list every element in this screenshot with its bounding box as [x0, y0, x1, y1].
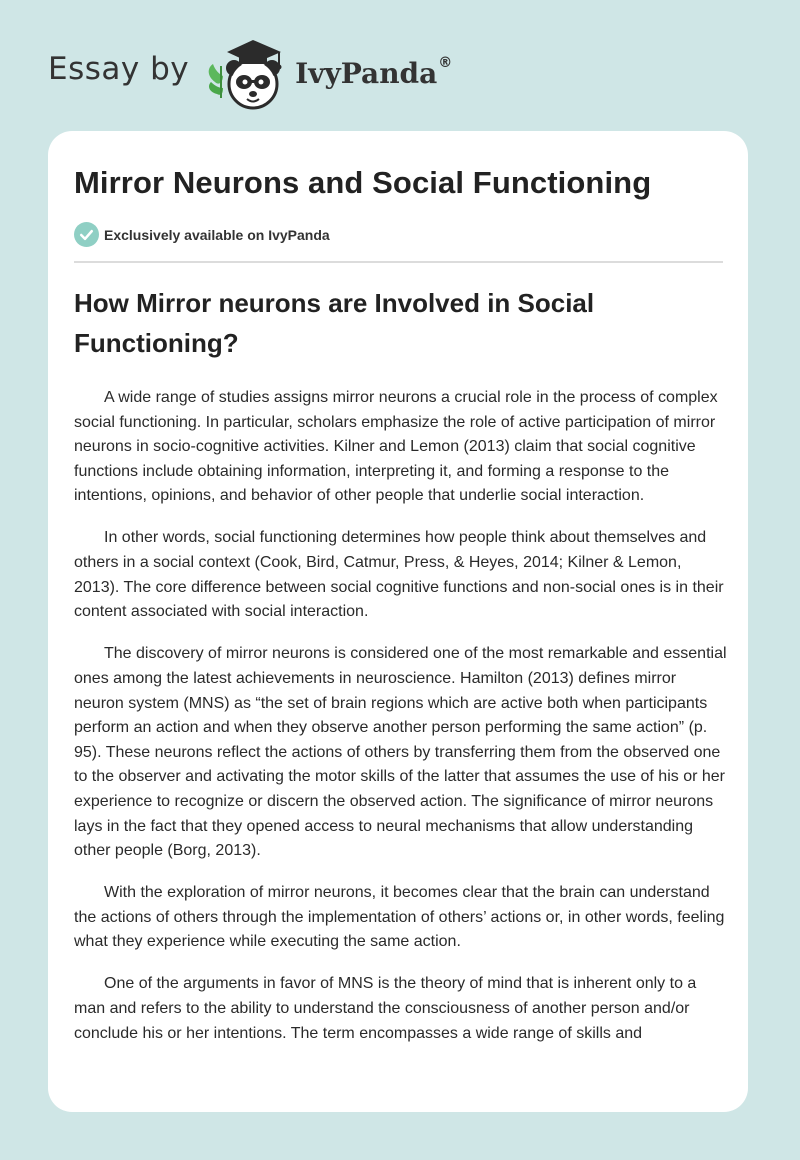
paragraph-4: With the exploration of mirror neurons, it becomes clear that the brain can understand the actions of others through the implementation of others’ actions or, in other words, feeling what they experience while executing the same action.: [74, 884, 725, 951]
check-circle-icon: [74, 222, 99, 247]
section-heading: How Mirror neurons are Involved in Social Functioning?: [74, 288, 595, 358]
paragraph-3: The discovery of mirror neurons is considered one of the most remarkable and essential ones among the latest achievements in neuroscience. Hamilton (2013) defines mirror neuron system (MNS) as “the set of brain regions which are active both when participants perform an action and when they observe another person performing the same action” (p. 95). These neurons reflect the actions of others by transferring them from the observed one to the observer and activating the motor skills of the latter that assumes the use of his or her experience to recognize or discern the observed action. The significance of mirror neurons lays in the fact that they opened access to neural mechanisms that allow understanding other people (Borg, 2013).: [74, 645, 727, 860]
paragraph-1: A wide range of studies assigns mirror neurons a crucial role in the process of complex social functioning. In particular, scholars emphasize the role of active participation of mirror neurons in socio-cognitive activities. Kilner and Lemon (2013) claim that social cognitive functions include obtaining information, interpreting it, and forming a response to the intentions, opinions, and behavior of other people that underlie social interaction.: [74, 389, 718, 505]
brand-name[interactable]: [295, 54, 453, 90]
article-card: [48, 131, 748, 1112]
paragraph-2: In other words, social functioning determines how people think about themselves and others in a social context (Cook, Bird, Catmur, Press, & Heyes, 2014; Kilner & Lemon, 2013). The core difference between social cognitive functions and non-social ones is in their content associated with social interaction.: [74, 529, 724, 621]
exclusive-badge: [74, 222, 330, 247]
exclusive-badge-label: Exclusively available on IvyPanda: [104, 226, 330, 243]
page-title: Mirror Neurons and Social Functioning: [74, 165, 652, 200]
panda-logo-icon[interactable]: [201, 32, 297, 112]
registered-mark: ®: [438, 54, 453, 71]
article-body: [74, 386, 730, 1064]
title-divider: [74, 261, 723, 263]
brand-prefix: Essay by: [48, 51, 190, 87]
brand-name-text: IvyPanda: [295, 56, 438, 90]
paragraph-5: One of the arguments in favor of MNS is the theory of mind that is inherent only to a man and refers to the ability to understand the consciousness of another person and/or conclude his or her intentions. The term encompasses a wide range of skills and: [74, 975, 697, 1042]
site-header: [48, 32, 452, 112]
